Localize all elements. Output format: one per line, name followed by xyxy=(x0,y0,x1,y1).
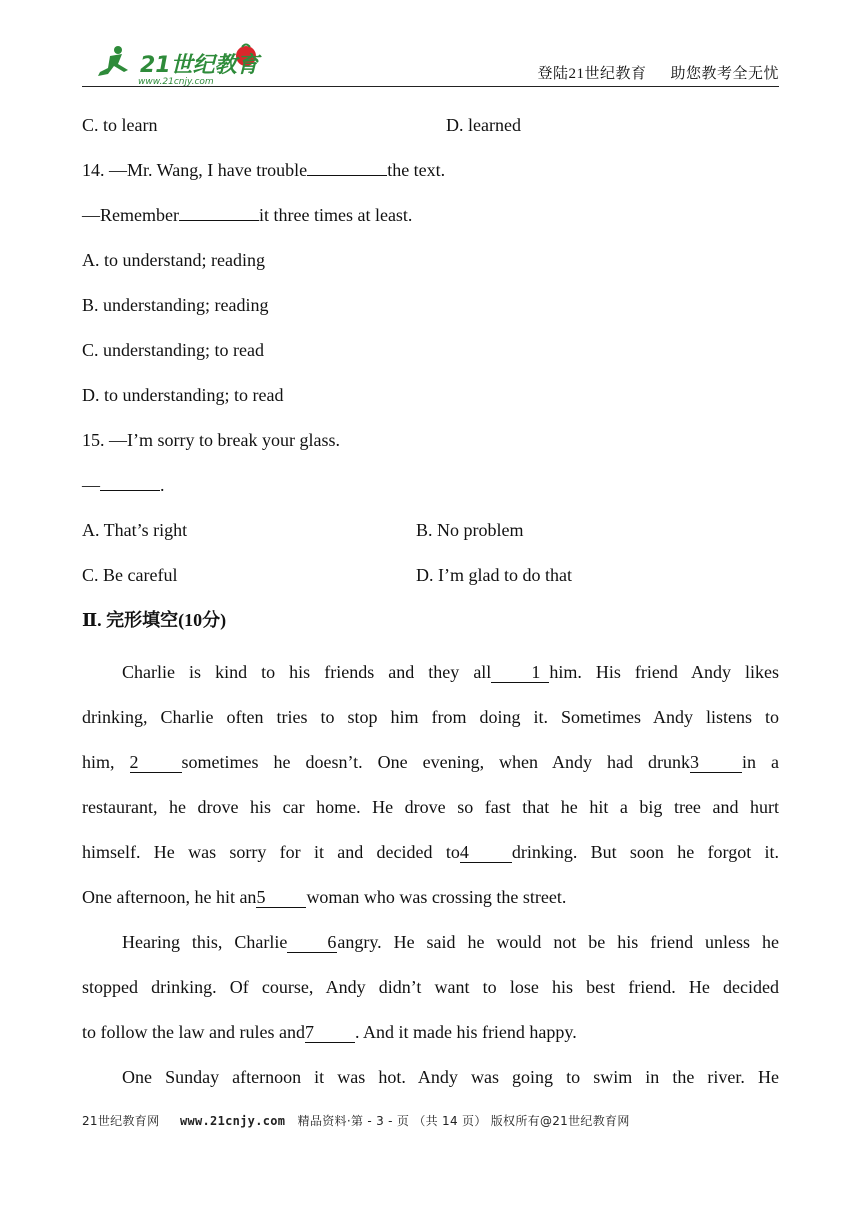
q13-option-d: D. learned xyxy=(446,115,521,135)
footer-page-info: 精品资料·第 - 3 - 页 （共 14 页） 版权所有@21世纪教育网 xyxy=(297,1114,630,1128)
cloze-blank-5: 5 xyxy=(256,887,306,908)
passage-line-7: Hearing this, Charlie 6angry. He said he would not be his friend unless he xyxy=(122,932,779,952)
page-footer xyxy=(82,1112,630,1129)
q15-option-c: C. Be careful xyxy=(82,565,178,585)
header-slogan-1: 登陆21世纪教育 xyxy=(537,66,647,82)
cloze-blank-4: 4 xyxy=(460,842,512,863)
q13-option-c: C. to learn xyxy=(82,115,158,135)
q14-stem: 14. —Mr. Wang, I have trouble the text. xyxy=(82,160,446,180)
logo-21cnjy xyxy=(88,42,268,86)
q14-reply: —Remember it three times at least. xyxy=(82,205,413,225)
section-title-cloze: Ⅱ. 完形填空(10分) xyxy=(82,610,227,630)
cloze-blank-1: 1 xyxy=(491,662,549,683)
passage-line-6: One afternoon, he hit an5 woman who was crossing the street. xyxy=(82,887,567,907)
q15-options-ab xyxy=(82,515,779,560)
passage-line-5: himself. He was sorry for it and decided to4 drinking. But soon he forgot it. xyxy=(82,842,779,862)
cloze-blank-7: 7 xyxy=(305,1022,355,1043)
passage-line-2: drinking, Charlie often tries to stop him from doing it. Sometimes Andy listens to xyxy=(82,707,779,727)
header-slogan xyxy=(513,62,779,83)
q15-blank xyxy=(100,490,160,491)
q15-reply: — . xyxy=(82,475,165,495)
cloze-blank-2: 2 xyxy=(130,752,182,773)
q15-option-a: A. That’s right xyxy=(82,520,188,540)
q14-blank-1 xyxy=(307,175,387,176)
q15-option-b: B. No problem xyxy=(416,520,524,540)
passage-line-9: to follow the law and rules and7 . And it made his friend happy. xyxy=(82,1022,577,1042)
q14-option-b: B. understanding; reading xyxy=(82,295,269,315)
header-divider xyxy=(82,86,779,87)
q14-option-d: D. to understanding; to read xyxy=(82,385,284,405)
footer-url: www.21cnjy.com xyxy=(179,1114,286,1128)
page-header xyxy=(82,38,779,88)
q13-options-cd xyxy=(82,110,779,155)
q14-option-c: C. understanding; to read xyxy=(82,340,264,360)
q15-options-cd xyxy=(82,560,779,605)
passage-line-4: restaurant, he drove his car home. He drove so fast that he hit a big tree and hurt xyxy=(82,797,779,817)
header-slogan-2: 助您教考全无忧 xyxy=(670,66,779,82)
cloze-blank-6: 6 xyxy=(287,932,337,953)
passage-line-8: stopped drinking. Of course, Andy didn’t want to lose his best friend. He decided xyxy=(82,977,779,997)
page-content xyxy=(82,110,779,1100)
cloze-blank-3: 3 xyxy=(690,752,742,773)
passage-line-1: Charlie is kind to his friends and they all 1 him. His friend Andy likes xyxy=(122,662,779,682)
footer-site: 21世纪教育网 xyxy=(82,1114,160,1128)
passage-line-10: One Sunday afternoon it was hot. Andy was going to swim in the river. He xyxy=(122,1067,779,1087)
logo-text: 21世纪教育 xyxy=(140,53,259,78)
q14-blank-2 xyxy=(179,220,259,221)
q15-stem: 15. —I’m sorry to break your glass. xyxy=(82,430,340,450)
q14-option-a: A. to understand; reading xyxy=(82,250,265,270)
logo-url: www.21cnjy.com xyxy=(138,77,214,86)
q15-option-d: D. I’m glad to do that xyxy=(416,565,572,585)
cloze-passage xyxy=(82,650,779,1100)
passage-line-3: him, 2 sometimes he doesn’t. One evening, when Andy had drunk3 in a xyxy=(82,752,779,772)
